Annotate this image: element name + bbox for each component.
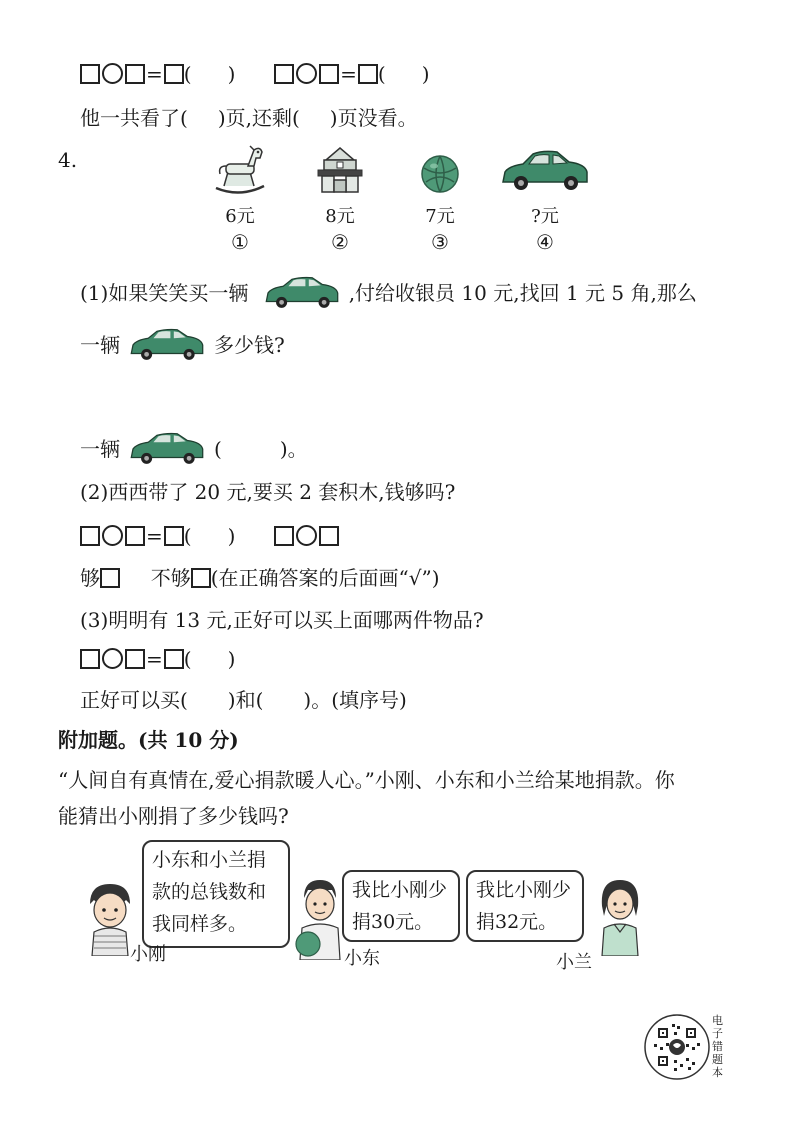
speech-bubble-xiaogang xyxy=(142,840,290,948)
answer-box[interactable] xyxy=(125,649,145,669)
operator-circle[interactable] xyxy=(296,525,317,546)
part1-text-c: 一辆 xyxy=(80,333,120,357)
operator-circle[interactable] xyxy=(102,63,123,84)
part1-line2 xyxy=(80,328,285,362)
read-prefix: 他一共看了( xyxy=(80,106,188,130)
name-xiaolan: 小兰 xyxy=(556,952,592,973)
item-index: ③ xyxy=(431,230,449,254)
item-1 xyxy=(205,142,275,254)
bonus-text-line1: “人间自有真情在,爱心捐款暖人心。”小刚、小东和小兰给某地捐款。你 xyxy=(58,768,675,792)
answer-prefix: 一辆 xyxy=(80,437,120,461)
question-number: 4. xyxy=(58,148,78,172)
equals-sign: = xyxy=(146,647,163,671)
item-price: 8元 xyxy=(325,206,355,227)
bubble-line: 小东和小兰捐 xyxy=(152,849,267,871)
answer-box[interactable] xyxy=(164,526,184,546)
equals-sign: = xyxy=(146,524,163,548)
answer-box[interactable] xyxy=(80,649,100,669)
part1-text-a: (1)如果笑笑买一辆 xyxy=(80,281,249,305)
equals-sign: = xyxy=(146,62,163,86)
answer-box[interactable] xyxy=(274,526,294,546)
building-blocks-icon xyxy=(312,142,368,196)
equals-sign: = xyxy=(340,62,357,86)
paren-close: ) xyxy=(227,524,236,548)
part1-text-b: ,付给收银员 10 元,找回 1 元 5 角,那么 xyxy=(348,281,697,305)
item-price: 6元 xyxy=(225,206,255,227)
answer-box[interactable] xyxy=(358,64,378,84)
bubble-line: 款的总钱数和 xyxy=(152,881,267,903)
answer-box[interactable] xyxy=(164,64,184,84)
qr-code-icon[interactable] xyxy=(644,1014,710,1080)
equation-row-1 xyxy=(80,60,430,88)
answer-box[interactable] xyxy=(125,64,145,84)
part1-line1 xyxy=(80,276,697,310)
bubble-line: 我比小刚少 xyxy=(352,879,448,901)
part1-answer xyxy=(80,432,308,466)
part3-answer: 正好可以买( )和( )。(填序号) xyxy=(80,688,407,712)
equation-row-3 xyxy=(80,645,235,673)
enough-label: 够 xyxy=(80,566,100,590)
paren-open: ( xyxy=(377,62,386,86)
enough-checkbox[interactable] xyxy=(100,568,120,588)
name-xiaogang: 小刚 xyxy=(130,944,166,965)
pages-read-line xyxy=(80,104,418,132)
paren-open: ( xyxy=(214,437,222,461)
read-suffix: )页没看。 xyxy=(329,106,418,130)
operator-circle[interactable] xyxy=(102,525,123,546)
item-index: ① xyxy=(231,230,249,254)
rocking-horse-icon xyxy=(210,142,270,196)
operator-circle[interactable] xyxy=(296,63,317,84)
item-3 xyxy=(405,142,475,254)
ball-icon xyxy=(412,142,468,196)
answer-box[interactable] xyxy=(125,526,145,546)
bubble-line: 捐30元。 xyxy=(352,911,434,933)
paren-close: ) xyxy=(227,62,236,86)
speech-bubble-xiaodong xyxy=(342,870,460,942)
bubble-line: 我同样多。 xyxy=(152,913,248,935)
car-icon xyxy=(497,142,593,196)
not-enough-checkbox[interactable] xyxy=(191,568,211,588)
answer-box[interactable] xyxy=(319,64,339,84)
item-index: ② xyxy=(331,230,349,254)
part1-text-d: 多少钱? xyxy=(214,333,285,357)
paren-close: )。 xyxy=(279,437,308,461)
item-price: 7元 xyxy=(425,206,455,227)
paren-close: ) xyxy=(421,62,430,86)
item-2 xyxy=(305,142,375,254)
enough-choice-line xyxy=(80,564,440,592)
paren-open: ( xyxy=(183,647,192,671)
boy-xiaodong-illustration xyxy=(292,876,348,960)
operator-circle[interactable] xyxy=(102,648,123,669)
item-index: ④ xyxy=(536,230,554,254)
car-icon xyxy=(255,276,349,310)
answer-box[interactable] xyxy=(319,526,339,546)
equation-row-2 xyxy=(80,522,339,550)
car-icon xyxy=(120,432,214,466)
paren-open: ( xyxy=(183,62,192,86)
answer-box[interactable] xyxy=(164,649,184,669)
answer-box[interactable] xyxy=(80,526,100,546)
paren-open: ( xyxy=(183,524,192,548)
item-price: ?元 xyxy=(531,206,559,227)
instruction-note: (在正确答案的后面画“√”) xyxy=(210,566,440,590)
name-xiaodong: 小东 xyxy=(344,948,380,969)
girl-xiaolan-illustration xyxy=(592,876,648,956)
bubble-line: 我比小刚少 xyxy=(476,879,572,901)
answer-box[interactable] xyxy=(80,64,100,84)
qr-label: 电子错题本 xyxy=(712,1014,723,1079)
bonus-title: 附加题。(共 10 分) xyxy=(58,728,239,752)
item-4 xyxy=(495,142,595,254)
bubble-line: 捐32元。 xyxy=(476,911,558,933)
paren-close: ) xyxy=(227,647,236,671)
bonus-text-line2: 能猜出小刚捐了多少钱吗? xyxy=(58,804,289,828)
answer-box[interactable] xyxy=(274,64,294,84)
speech-bubble-xiaolan xyxy=(466,870,584,942)
not-enough-label: 不够 xyxy=(150,566,191,590)
part3-question: (3)明明有 13 元,正好可以买上面哪两件物品? xyxy=(80,608,484,632)
part2-question: (2)西西带了 20 元,要买 2 套积木,钱够吗? xyxy=(80,480,456,504)
read-mid: )页,还剩( xyxy=(217,106,300,130)
car-icon xyxy=(120,328,214,362)
